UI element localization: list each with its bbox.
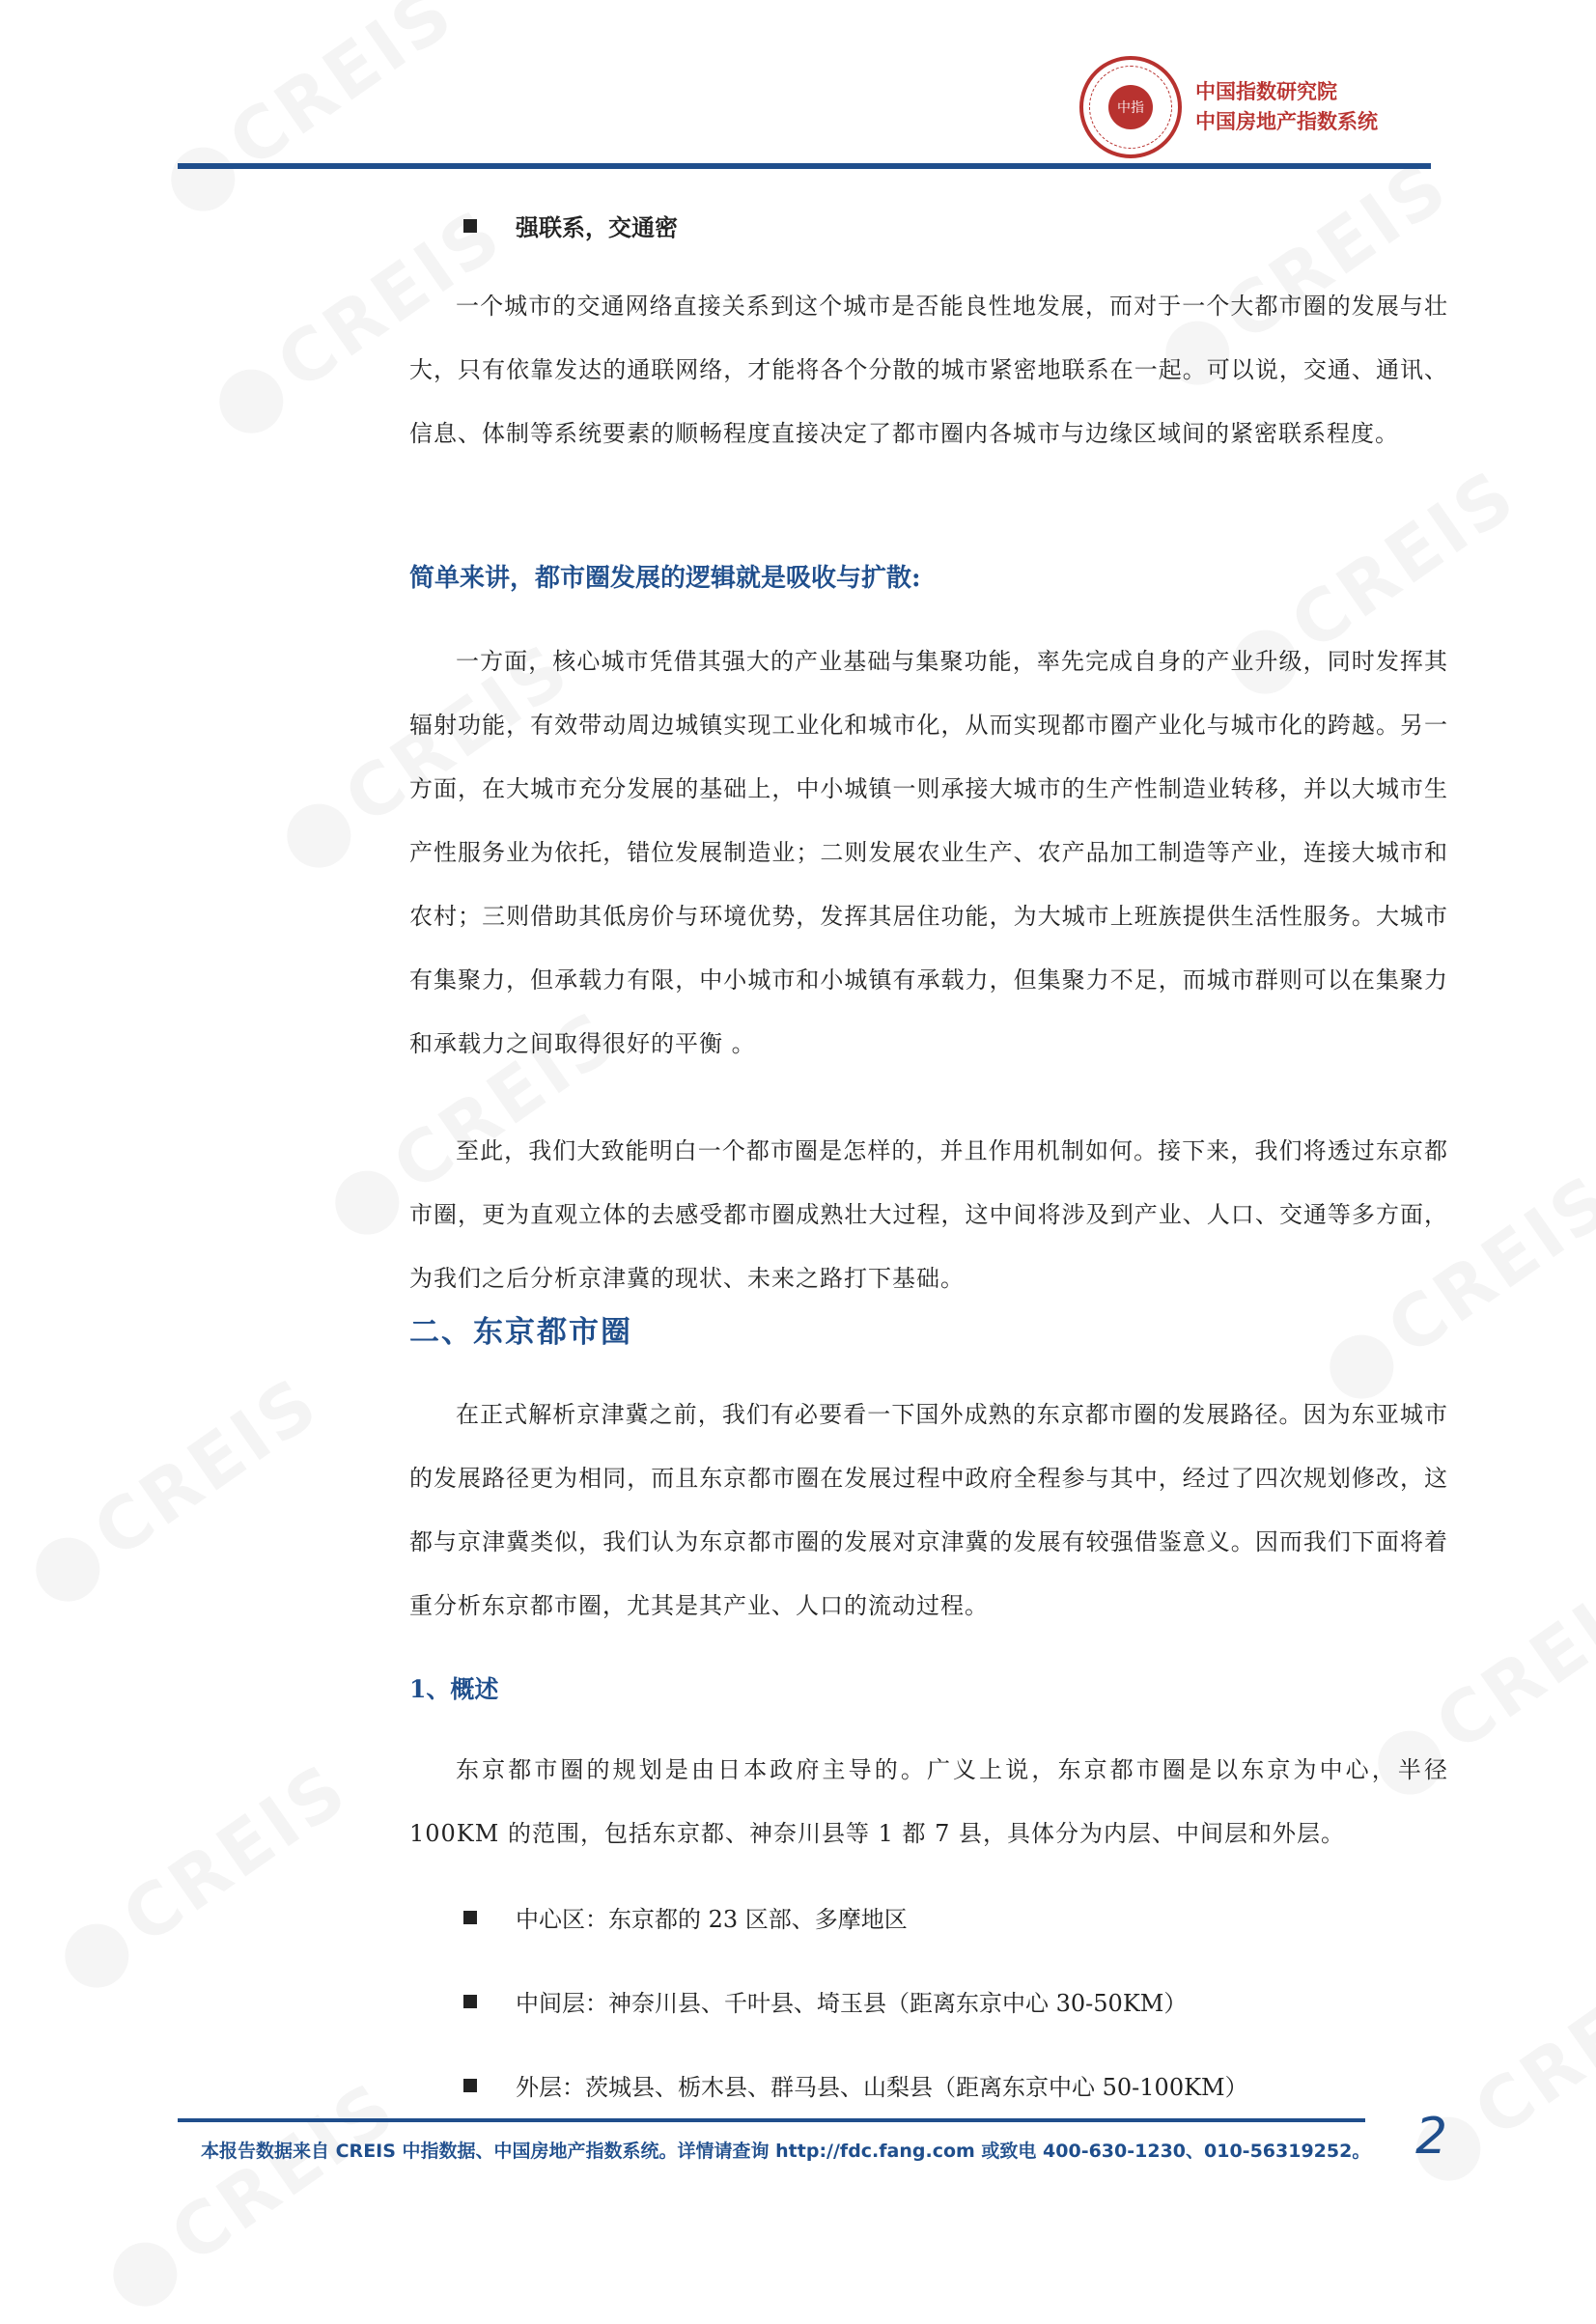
- brand-line-2: 中国房地产指数系统: [1195, 110, 1378, 133]
- tokyo-section-heading: 二、东京都市圈: [409, 1315, 632, 1350]
- bullet-text: 中间层：神奈川县、千叶县、埼玉县（距离东京中心 30-50KM）: [516, 1990, 1188, 2017]
- overview-bullet-item: [409, 2068, 1248, 2102]
- header-brand: [1079, 56, 1378, 158]
- overview-bullet-item: [409, 1900, 908, 1934]
- traffic-paragraph: 一个城市的交通网络直接关系到这个城市是否能良性地发展，而对于一个大都市圈的发展与壮大，只有依靠发达的通联网络，才能将各个分散的城市紧密地联系在一起。可以说，交通、通讯、信息、体制等系统要素的顺畅程度直接决定了都市圈内各城市与边缘区域间的紧密联系程度。: [409, 293, 1448, 447]
- summary-heading: 简单来讲，都市圈发展的逻辑就是吸收与扩散:: [409, 564, 921, 593]
- section-bullet-title: [409, 209, 678, 242]
- tokyo-paragraph: 在正式解析京津冀之前，我们有必要看一下国外成熟的东京都市圈的发展路径。因为东亚城市的发展路径更为相同，而且东京都市圈在发展过程中政府全程参与其中，经过了四次规划修改，这都与京津冀类似，我们认为东京都市圈的发展对京津冀的发展有较强借鉴意义。因而我们下面将着重分析东京都市圈，尤其是其产业、人口的流动过程。: [409, 1401, 1448, 1619]
- summary-paragraph-1: 一方面，核心城市凭借其强大的产业基础与集聚功能，率先完成自身的产业升级，同时发挥其辐射功能，有效带动周边城镇实现工业化和城市化，从而实现都市圈产业化与城市化的跨越。另一方面，在大城市充分发展的基础上，中小城镇一则承接大城市的生产性制造业转移，并以大城市生产性服务业为依托，错位发展制造业；二则发展农业生产、农产品加工制造等产业，连接大城市和农村；三则借助其低房价与环境优势，发挥其居住功能，为大城市上班族提供生活性服务。大城市有集聚力，但承载力有限，中小城市和小城镇有承载力，但集聚力不足，而城市群则可以在集聚力和承载力之间取得很好的平衡 。: [409, 648, 1448, 1057]
- watermark: [93, 2066, 411, 2324]
- square-bullet-icon: [463, 2079, 477, 2092]
- overview-paragraph: 东京都市圈的规划是由日本政府主导的。广义上说，东京都市圈是以东京为中心，半径 100KM 的范围，包括东京都、神奈川县等 1 都 7 县，具体分为内层、中间层和外层。: [409, 1756, 1448, 1847]
- square-bullet-icon: [463, 219, 477, 233]
- institute-seal-logo: [1079, 56, 1182, 158]
- square-bullet-icon: [463, 1995, 477, 2008]
- bullet-text: 外层：茨城县、栃木县、群马县、山梨县（距离东京中心 50-100KM）: [516, 2074, 1248, 2101]
- bullet-title-text: 强联系，交通密: [516, 213, 678, 241]
- watermark: [151, 0, 469, 228]
- summary-paragraph-2: 至此，我们大致能明白一个都市圈是怎样的，并且作用机制如何。接下来，我们将透过东京都市圈，更为直观立体的去感受都市圈成熟壮大过程，这中间将涉及到产业、人口、交通等多方面，为我们之后分析京津冀的现状、未来之路打下基础。: [409, 1137, 1448, 1292]
- footer-source-note: 本报告数据来自 CREIS 中指数据、中国房地产指数系统。详情请查询 http://fdc.fang.com 或致电 400-630-1230、010-56319252。: [201, 2141, 1371, 2162]
- square-bullet-icon: [463, 1911, 477, 1924]
- overview-bullet-item: [409, 1984, 1187, 2018]
- watermark: [15, 1361, 334, 1619]
- seal-center-text: 中指: [1108, 85, 1153, 129]
- header-divider: [178, 163, 1431, 169]
- watermark: [44, 1748, 363, 2005]
- bullet-text: 中心区：东京都的 23 区部、多摩地区: [516, 1906, 908, 1933]
- brand-text: [1195, 77, 1378, 137]
- page-number: 2: [1415, 2108, 1448, 2166]
- brand-line-1: 中国指数研究院: [1195, 80, 1337, 103]
- overview-heading: 1、概述: [409, 1675, 499, 1703]
- footer-divider: [178, 2118, 1365, 2122]
